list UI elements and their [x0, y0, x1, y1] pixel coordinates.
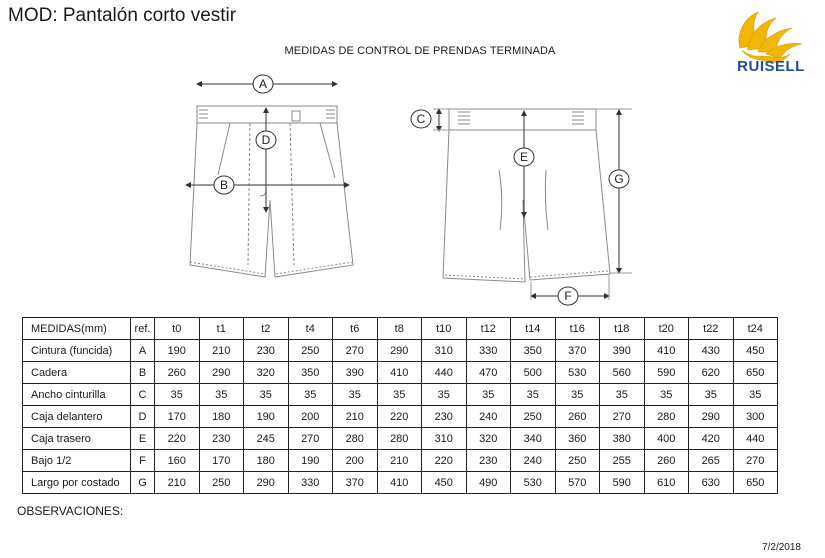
row-label: Cintura (funcida) — [23, 340, 131, 362]
table-cell: 290 — [689, 406, 734, 428]
svg-text:E: E — [519, 150, 529, 164]
table-cell: 280 — [644, 406, 689, 428]
column-header: t20 — [644, 318, 689, 340]
table-cell: 440 — [733, 428, 778, 450]
table-cell: 35 — [600, 384, 645, 406]
table-cell: 250 — [555, 450, 600, 472]
table-row — [23, 450, 778, 472]
row-label: Caja trasero — [23, 428, 131, 450]
table-cell: 290 — [199, 362, 244, 384]
table-cell: 450 — [422, 472, 467, 494]
table-cell: 230 — [422, 406, 467, 428]
table-cell: 400 — [644, 428, 689, 450]
row-ref: G — [131, 472, 155, 494]
table-header-row — [23, 318, 778, 340]
column-header: t14 — [511, 318, 556, 340]
page-subtitle: MEDIDAS DE CONTROL DE PRENDAS TERMINADA — [284, 45, 556, 57]
row-ref: F — [131, 450, 155, 472]
table-cell: 630 — [689, 472, 734, 494]
column-header: t6 — [333, 318, 378, 340]
table-cell: 490 — [466, 472, 511, 494]
table-cell: 650 — [733, 362, 778, 384]
brand-name: RUISELL — [737, 58, 805, 75]
row-ref: C — [131, 384, 155, 406]
column-header: t8 — [377, 318, 422, 340]
table-cell: 270 — [288, 428, 333, 450]
table-cell: 230 — [466, 450, 511, 472]
table-cell: 270 — [733, 450, 778, 472]
table-cell: 410 — [644, 340, 689, 362]
table-cell: 210 — [333, 406, 378, 428]
table-cell: 560 — [600, 362, 645, 384]
row-label: Cadera — [23, 362, 131, 384]
front-shorts-outline — [190, 106, 353, 277]
table-cell: 440 — [422, 362, 467, 384]
svg-text:F: F — [564, 289, 572, 303]
table-cell: 170 — [199, 450, 244, 472]
table-cell: 35 — [511, 384, 556, 406]
table-cell: 350 — [288, 362, 333, 384]
table-cell: 35 — [288, 384, 333, 406]
row-ref: D — [131, 406, 155, 428]
row-ref: B — [131, 362, 155, 384]
table-cell: 590 — [644, 362, 689, 384]
table-cell: 35 — [422, 384, 467, 406]
table-cell: 35 — [466, 384, 511, 406]
label-d — [256, 131, 276, 149]
table-cell: 35 — [333, 384, 378, 406]
table-cell: 340 — [511, 428, 556, 450]
table-cell: 280 — [333, 428, 378, 450]
table-cell: 210 — [199, 340, 244, 362]
table-cell: 290 — [377, 340, 422, 362]
label-c — [411, 110, 431, 128]
garment-diagram — [0, 60, 825, 310]
column-header: t2 — [244, 318, 289, 340]
row-label: Ancho cinturilla — [23, 384, 131, 406]
table-cell: 35 — [155, 384, 200, 406]
table-cell: 230 — [244, 340, 289, 362]
table-row — [23, 472, 778, 494]
column-header: t22 — [689, 318, 734, 340]
table-cell: 245 — [244, 428, 289, 450]
table-cell: 280 — [377, 428, 422, 450]
table-cell: 430 — [689, 340, 734, 362]
svg-text:C: C — [416, 112, 426, 126]
table-cell: 290 — [244, 472, 289, 494]
table-cell: 270 — [600, 406, 645, 428]
table-cell: 35 — [199, 384, 244, 406]
table-cell: 380 — [600, 428, 645, 450]
table-cell: 250 — [511, 406, 556, 428]
label-b — [214, 176, 234, 194]
table-cell: 170 — [155, 406, 200, 428]
table-cell: 190 — [155, 340, 200, 362]
table-cell: 200 — [333, 450, 378, 472]
table-cell: 300 — [733, 406, 778, 428]
table-cell: 530 — [555, 362, 600, 384]
column-header: t16 — [555, 318, 600, 340]
row-ref: A — [131, 340, 155, 362]
table-row — [23, 384, 778, 406]
table-cell: 35 — [644, 384, 689, 406]
table-cell: 320 — [244, 362, 289, 384]
row-label: Largo por costado — [23, 472, 131, 494]
row-label: Caja delantero — [23, 406, 131, 428]
column-header: ref. — [131, 318, 155, 340]
table-cell: 255 — [600, 450, 645, 472]
table-cell: 190 — [244, 406, 289, 428]
table-cell: 390 — [333, 362, 378, 384]
table-cell: 190 — [288, 450, 333, 472]
table-cell: 35 — [555, 384, 600, 406]
table-cell: 240 — [466, 406, 511, 428]
table-row — [23, 362, 778, 384]
table-cell: 220 — [155, 428, 200, 450]
table-cell: 330 — [466, 340, 511, 362]
table-cell: 420 — [689, 428, 734, 450]
table-cell: 310 — [422, 428, 467, 450]
column-header: t0 — [155, 318, 200, 340]
table-cell: 410 — [377, 472, 422, 494]
table-cell: 470 — [466, 362, 511, 384]
table-cell: 210 — [377, 450, 422, 472]
svg-text:A: A — [258, 77, 268, 91]
table-cell: 610 — [644, 472, 689, 494]
svg-text:B: B — [219, 178, 229, 192]
column-header: t1 — [199, 318, 244, 340]
table-cell: 265 — [689, 450, 734, 472]
table-cell: 570 — [555, 472, 600, 494]
table-cell: 210 — [155, 472, 200, 494]
table-cell: 310 — [422, 340, 467, 362]
table-cell: 35 — [244, 384, 289, 406]
observations-label: OBSERVACIONES: — [17, 504, 124, 518]
column-header: MEDIDAS(mm) — [23, 318, 131, 340]
table-cell: 220 — [377, 406, 422, 428]
table-cell: 350 — [511, 340, 556, 362]
table-cell: 250 — [288, 340, 333, 362]
table-row — [23, 428, 778, 450]
table-cell: 240 — [511, 450, 556, 472]
table-cell: 35 — [689, 384, 734, 406]
table-cell: 620 — [689, 362, 734, 384]
table-cell: 500 — [511, 362, 556, 384]
page-title: MOD: Pantalón corto vestir — [8, 5, 237, 26]
table-cell: 370 — [333, 472, 378, 494]
table-row — [23, 406, 778, 428]
table-cell: 250 — [199, 472, 244, 494]
table-cell: 220 — [422, 450, 467, 472]
table-cell: 270 — [333, 340, 378, 362]
table-cell: 180 — [244, 450, 289, 472]
table-cell: 230 — [199, 428, 244, 450]
table-cell: 320 — [466, 428, 511, 450]
table-cell: 410 — [377, 362, 422, 384]
table-cell: 650 — [733, 472, 778, 494]
column-header: t24 — [733, 318, 778, 340]
svg-text:D: D — [261, 133, 271, 147]
column-header: t12 — [466, 318, 511, 340]
row-ref: E — [131, 428, 155, 450]
table-cell: 180 — [199, 406, 244, 428]
table-cell: 530 — [511, 472, 556, 494]
table-cell: 260 — [644, 450, 689, 472]
table-row — [23, 340, 778, 362]
label-f — [558, 287, 578, 305]
table-cell: 35 — [377, 384, 422, 406]
table-cell: 390 — [600, 340, 645, 362]
table-cell: 200 — [288, 406, 333, 428]
table-cell: 260 — [155, 362, 200, 384]
table-cell: 330 — [288, 472, 333, 494]
measurement-table — [22, 317, 778, 494]
table-body — [23, 340, 778, 494]
table-cell: 450 — [733, 340, 778, 362]
label-e — [514, 148, 534, 166]
table-cell: 160 — [155, 450, 200, 472]
column-header: t10 — [422, 318, 467, 340]
document-date: 7/2/2018 — [762, 542, 801, 553]
table-cell: 370 — [555, 340, 600, 362]
table-cell: 260 — [555, 406, 600, 428]
label-g — [609, 170, 629, 188]
table-cell: 590 — [600, 472, 645, 494]
column-header: t18 — [600, 318, 645, 340]
back-shorts-outline — [443, 109, 610, 282]
table-cell: 360 — [555, 428, 600, 450]
label-a — [253, 75, 273, 93]
column-header: t4 — [288, 318, 333, 340]
row-label: Bajo 1/2 — [23, 450, 131, 472]
svg-text:G: G — [614, 172, 624, 186]
table-cell: 35 — [733, 384, 778, 406]
